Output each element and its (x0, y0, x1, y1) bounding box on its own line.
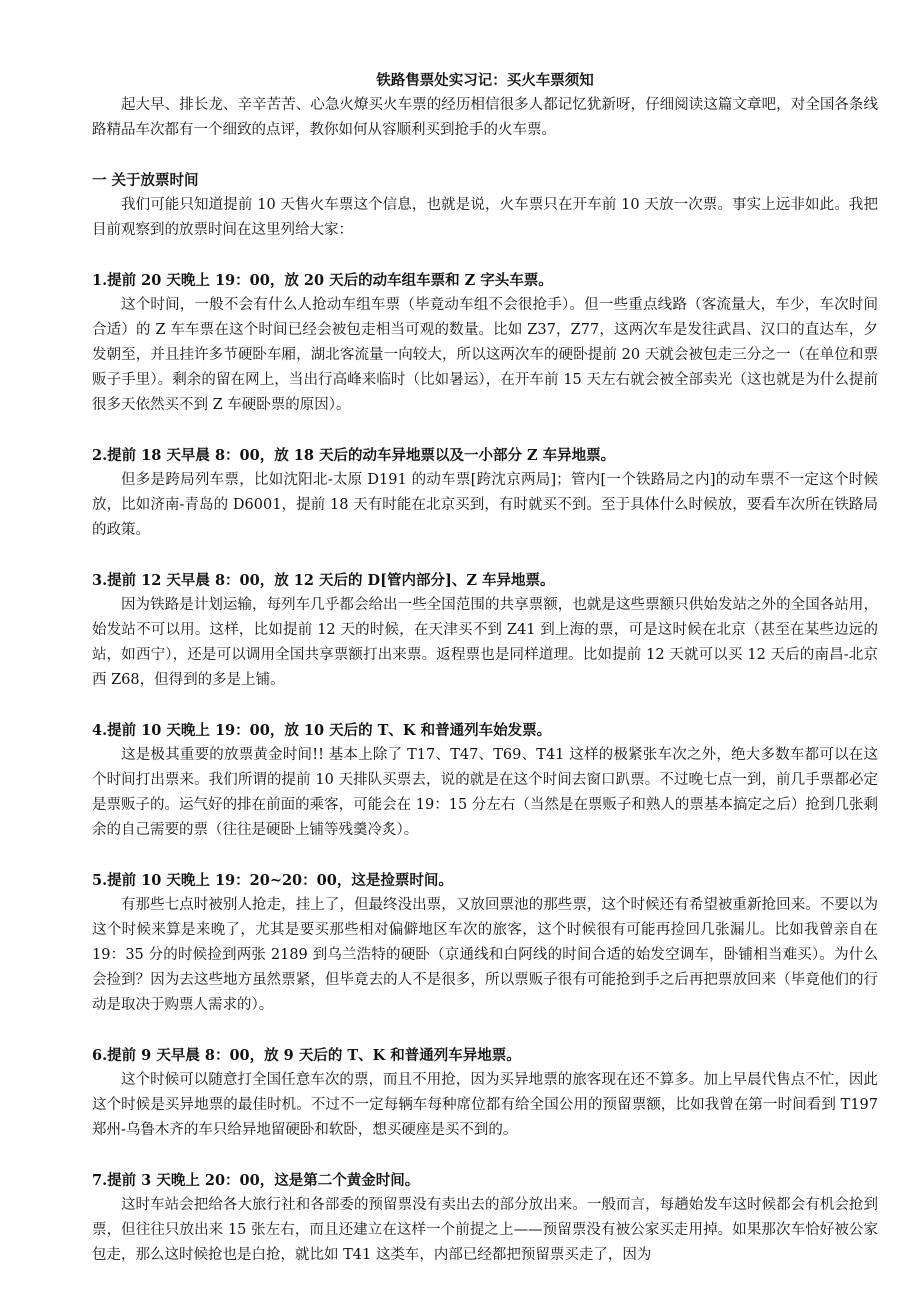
item-7-heading: 7.提前 3 天晚上 20：00，这是第二个黄金时间。 (92, 1172, 420, 1189)
item-5-heading: 5.提前 10 天晚上 19：20~20：00，这是捡票时间。 (92, 872, 453, 889)
item-4-heading: 4.提前 10 天晚上 19：00，放 10 天后的 T、K 和普通列车始发票。 (92, 722, 552, 739)
item-2-body: 但多是跨局列车票，比如沈阳北-太原 D191 的动车票[跨沈京两局]；管内[一个铁路局之内]的动车票不一定这个时候放，比如济南-青岛的 D6001，提前 18 天有时能在北京买到，有时就买不到。至于具体什么时候放，要看车次所在铁路局的政策。 (92, 472, 878, 538)
item-1-heading: 1.提前 20 天晚上 19：00，放 20 天后的动车组车票和 Z 字头车票。 (92, 272, 553, 289)
item-5-body: 有那些七点时被别人抢走，挂上了，但最终没出票，又放回票池的那些票，这个时候还有希望被重新抢回来。不要以为这个时候来算是来晚了，尤其是要买那些相对偏僻地区车次的旅客，这个时候很有可能再捡回几张漏儿。比如我曾亲自在 19：35 分的时候捡到两张 2189 到乌兰浩特的硬卧（京通线和白阿线的时间合适的始发空调车，卧铺相当难买）。为什么会捡到？因为去这些地方虽然票紧，但毕竟去的人不是很多，所以票贩子很有可能抢到手之后再把票放回来（毕竟他们的行动是取决于购票人需求的）。 (92, 897, 878, 1013)
intro-paragraph: 起大早、排长龙、辛辛苦苦、心急火燎买火车票的经历相信很多人都记忆犹新呀，仔细阅读这篇文章吧，对全国各条线路精品车次都有一个细致的点评，教你如何从容顺利买到抢手的火车票。 (92, 97, 878, 138)
item-3-body: 因为铁路是计划运输，每列车几乎都会给出一些全国范围的共享票额，也就是这些票额只供始发站之外的全国各站用，始发站不可以用。这样，比如提前 12 天的时候，在天津买不到 Z41 到上海的票，可是这时候在北京（甚至在某些边远的站，如西宁），还是可以调用全国共享票额打出来票。返程票也是同样道理。比如提前 12 天就可以买 12 天后的南昌-北京西 Z68，但得到的多是上铺。 (92, 597, 878, 688)
item-3-heading: 3.提前 12 天早晨 8：00，放 12 天后的 D[管内部分]、Z 车异地票。 (92, 572, 555, 589)
item-4-body: 这是极其重要的放票黄金时间!! 基本上除了 T17、T47、T69、T41 这样的极紧张车次之外，绝大多数车都可以在这个时间打出票来。我们所谓的提前 10 天排队买票去，说的就是在这个时间去窗口趴票。不过晚七点一到，前几手票都必定是票贩子的。运气好的排在前面的乘客，可能会在 19：15 分左右（当然是在票贩子和熟人的票基本搞定之后）抢到几张剩余的自己需要的票（往往是硬卧上铺等残羹冷炙）。 (92, 747, 878, 838)
item-6-heading: 6.提前 9 天早晨 8：00，放 9 天后的 T、K 和普通列车异地票。 (92, 1047, 521, 1064)
item-1-body: 这个时间，一般不会有什么人抢动车组车票（毕竟动车组不会很抢手）。但一些重点线路（客流量大，车少，车次时间合适）的 Z 车车票在这个时间已经会被包走相当可观的数量。比如 Z37，Z77，这两次车是发往武昌、汉口的直达车，夕发朝至，并且挂许多节硬卧车厢，湖北客流量一向较大，所以这两次车的硬卧提前 20 天就会被包走三分之一（在单位和票贩子手里）。剩余的留在网上，当出行高峰来临时（比如暑运），在开车前 15 天左右就会被全部卖光（这也就是为什么提前很多天依然买不到 Z 车硬卧票的原因）。 (92, 297, 878, 413)
item-6-body: 这个时候可以随意打全国任意车次的票，而且不用抢，因为买异地票的旅客现在还不算多。加上早晨代售点不忙，因此这个时候是买异地票的最佳时机。不过不一定每辆车每种席位都有给全国公用的预留票额，比如我曾在第一时间看到 T197 郑州-乌鲁木齐的车只给异地留硬卧和软卧，想买硬座是买不到的。 (92, 1072, 878, 1138)
item-7-body: 这时车站会把给各大旅行社和各部委的预留票没有卖出去的部分放出来。一般而言，每趟始发车这时候都会有机会抢到票，但往往只放出来 15 张左右，而且还建立在这样一个前提之上——预留票没有被公家买走用掉。如果那次车恰好被公家包走，那么这时候抢也是白抢，就比如 T41 这类车，内部已经都把预留票买走了，因为 (92, 1197, 878, 1263)
item-2-heading: 2.提前 18 天早晨 8：00，放 18 天后的动车异地票以及一小部分 Z 车异地票。 (92, 447, 616, 464)
section-paragraph: 我们可能只知道提前 10 天售火车票这个信息，也就是说，火车票只在开车前 10 天放一次票。事实上远非如此。我把目前观察到的放票时间在这里列给大家： (92, 197, 878, 238)
document-title: 铁路售票处实习记：买火车票须知 (376, 72, 594, 89)
section-heading: 一 关于放票时间 (92, 172, 199, 189)
